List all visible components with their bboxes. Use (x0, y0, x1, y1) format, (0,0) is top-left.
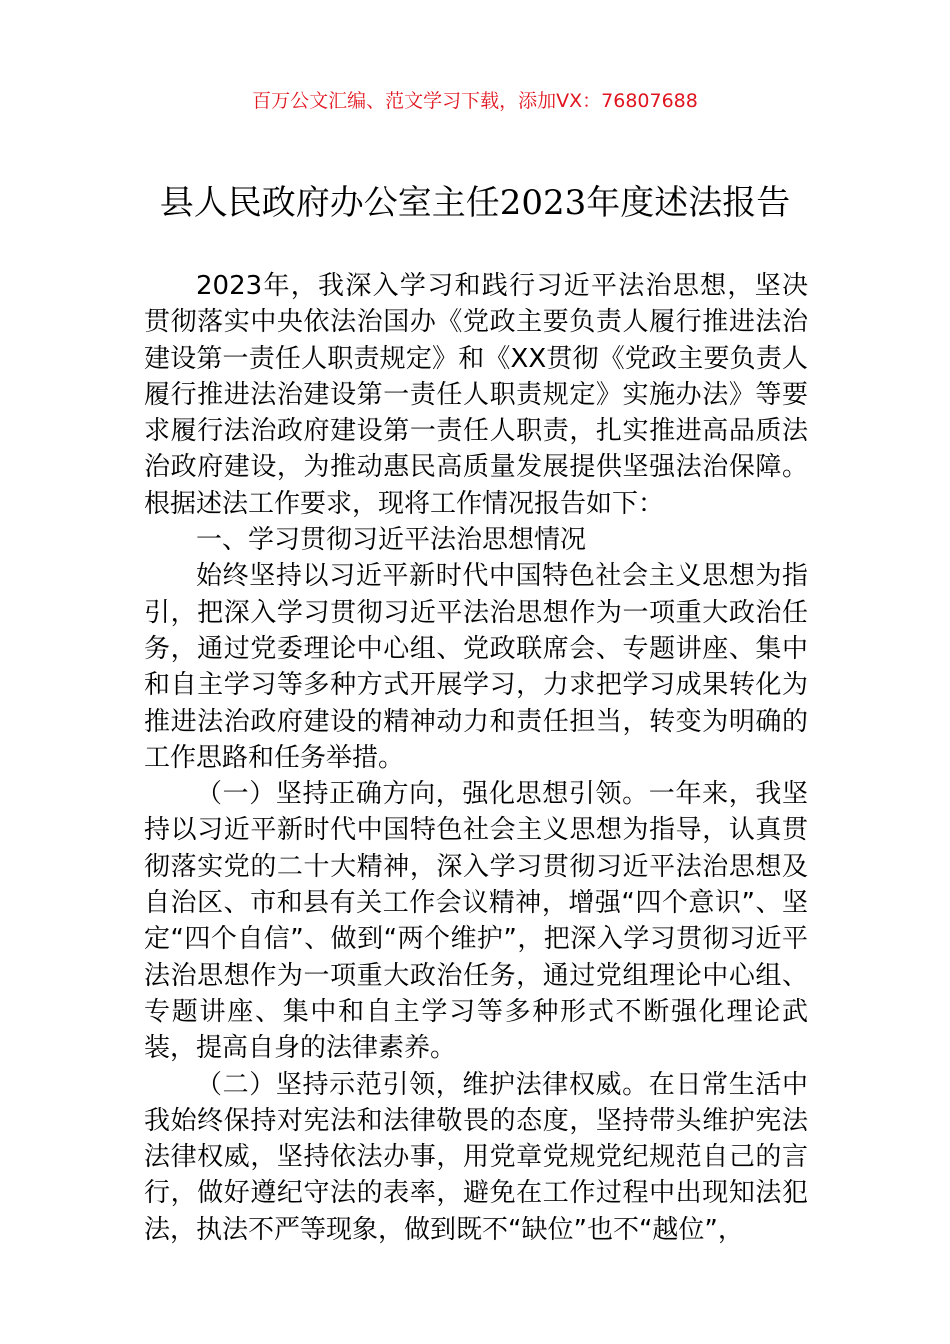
paragraph-section-1: 始终坚持以习近平新时代中国特色社会主义思想为指引，把深入学习贯彻习近平法治思想作为一项重大政治任务，通过党委理论中心组、党政联席会、专题讲座、集中和自主学习等多种方式开展学习，力求把学习成果转化为推进法治政府建设的精神动力和责任担当，转变为明确的工作思路和任务举措。 (144, 561, 808, 773)
document-title: 县人民政府办公室主任2023年度述法报告 (159, 183, 791, 223)
section-heading-1: 一、学习贯彻习近平法治思想情况 (196, 525, 587, 556)
paragraph-intro: 2023年，我深入学习和践行习近平法治思想，坚决贯彻落实中央依法治国办《党政主要负责人履行推进法治建设第一责任人职责规定》和《XX贯彻《党政主要负责人履行推进法治建设第一责任人职责规定》实施办法》等要求履行法治政府建设第一责任人职责，扎实推进高品质法治政府建设，为推动惠民高质量发展提供坚强法治保障。根据述法工作要求，现将工作情况报告如下： (144, 271, 808, 519)
document-body (144, 268, 808, 1248)
paragraph-subsection-2: （二）坚持示范引领，维护法律权威。在日常生活中我始终保持对宪法和法律敬畏的态度，坚持带头维护宪法法律权威，坚持依法办事，用党章党规党纪规范自己的言行，做好遵纪守法的表率，避免在工作过程中出现知法犯法，执法不严等现象，做到既不“缺位”也不“越位”， (144, 1069, 808, 1245)
header-note: 百万公文汇编、范文学习下载，添加VX：76807688 (252, 90, 698, 112)
paragraph-subsection-1: （一）坚持正确方向，强化思想引领。一年来，我坚持以习近平新时代中国特色社会主义思想为指导，认真贯彻落实党的二十大精神，深入学习贯彻习近平法治思想及自治区、市和县有关工作会议精神，增强“四个意识”、坚定“四个自信”、做到“两个维护”，把深入学习贯彻习近平法治思想作为一项重大政治任务，通过党组理论中心组、专题讲座、集中和自主学习等多种形式不断强化理论武装，提高自身的法律素养。 (144, 779, 808, 1064)
